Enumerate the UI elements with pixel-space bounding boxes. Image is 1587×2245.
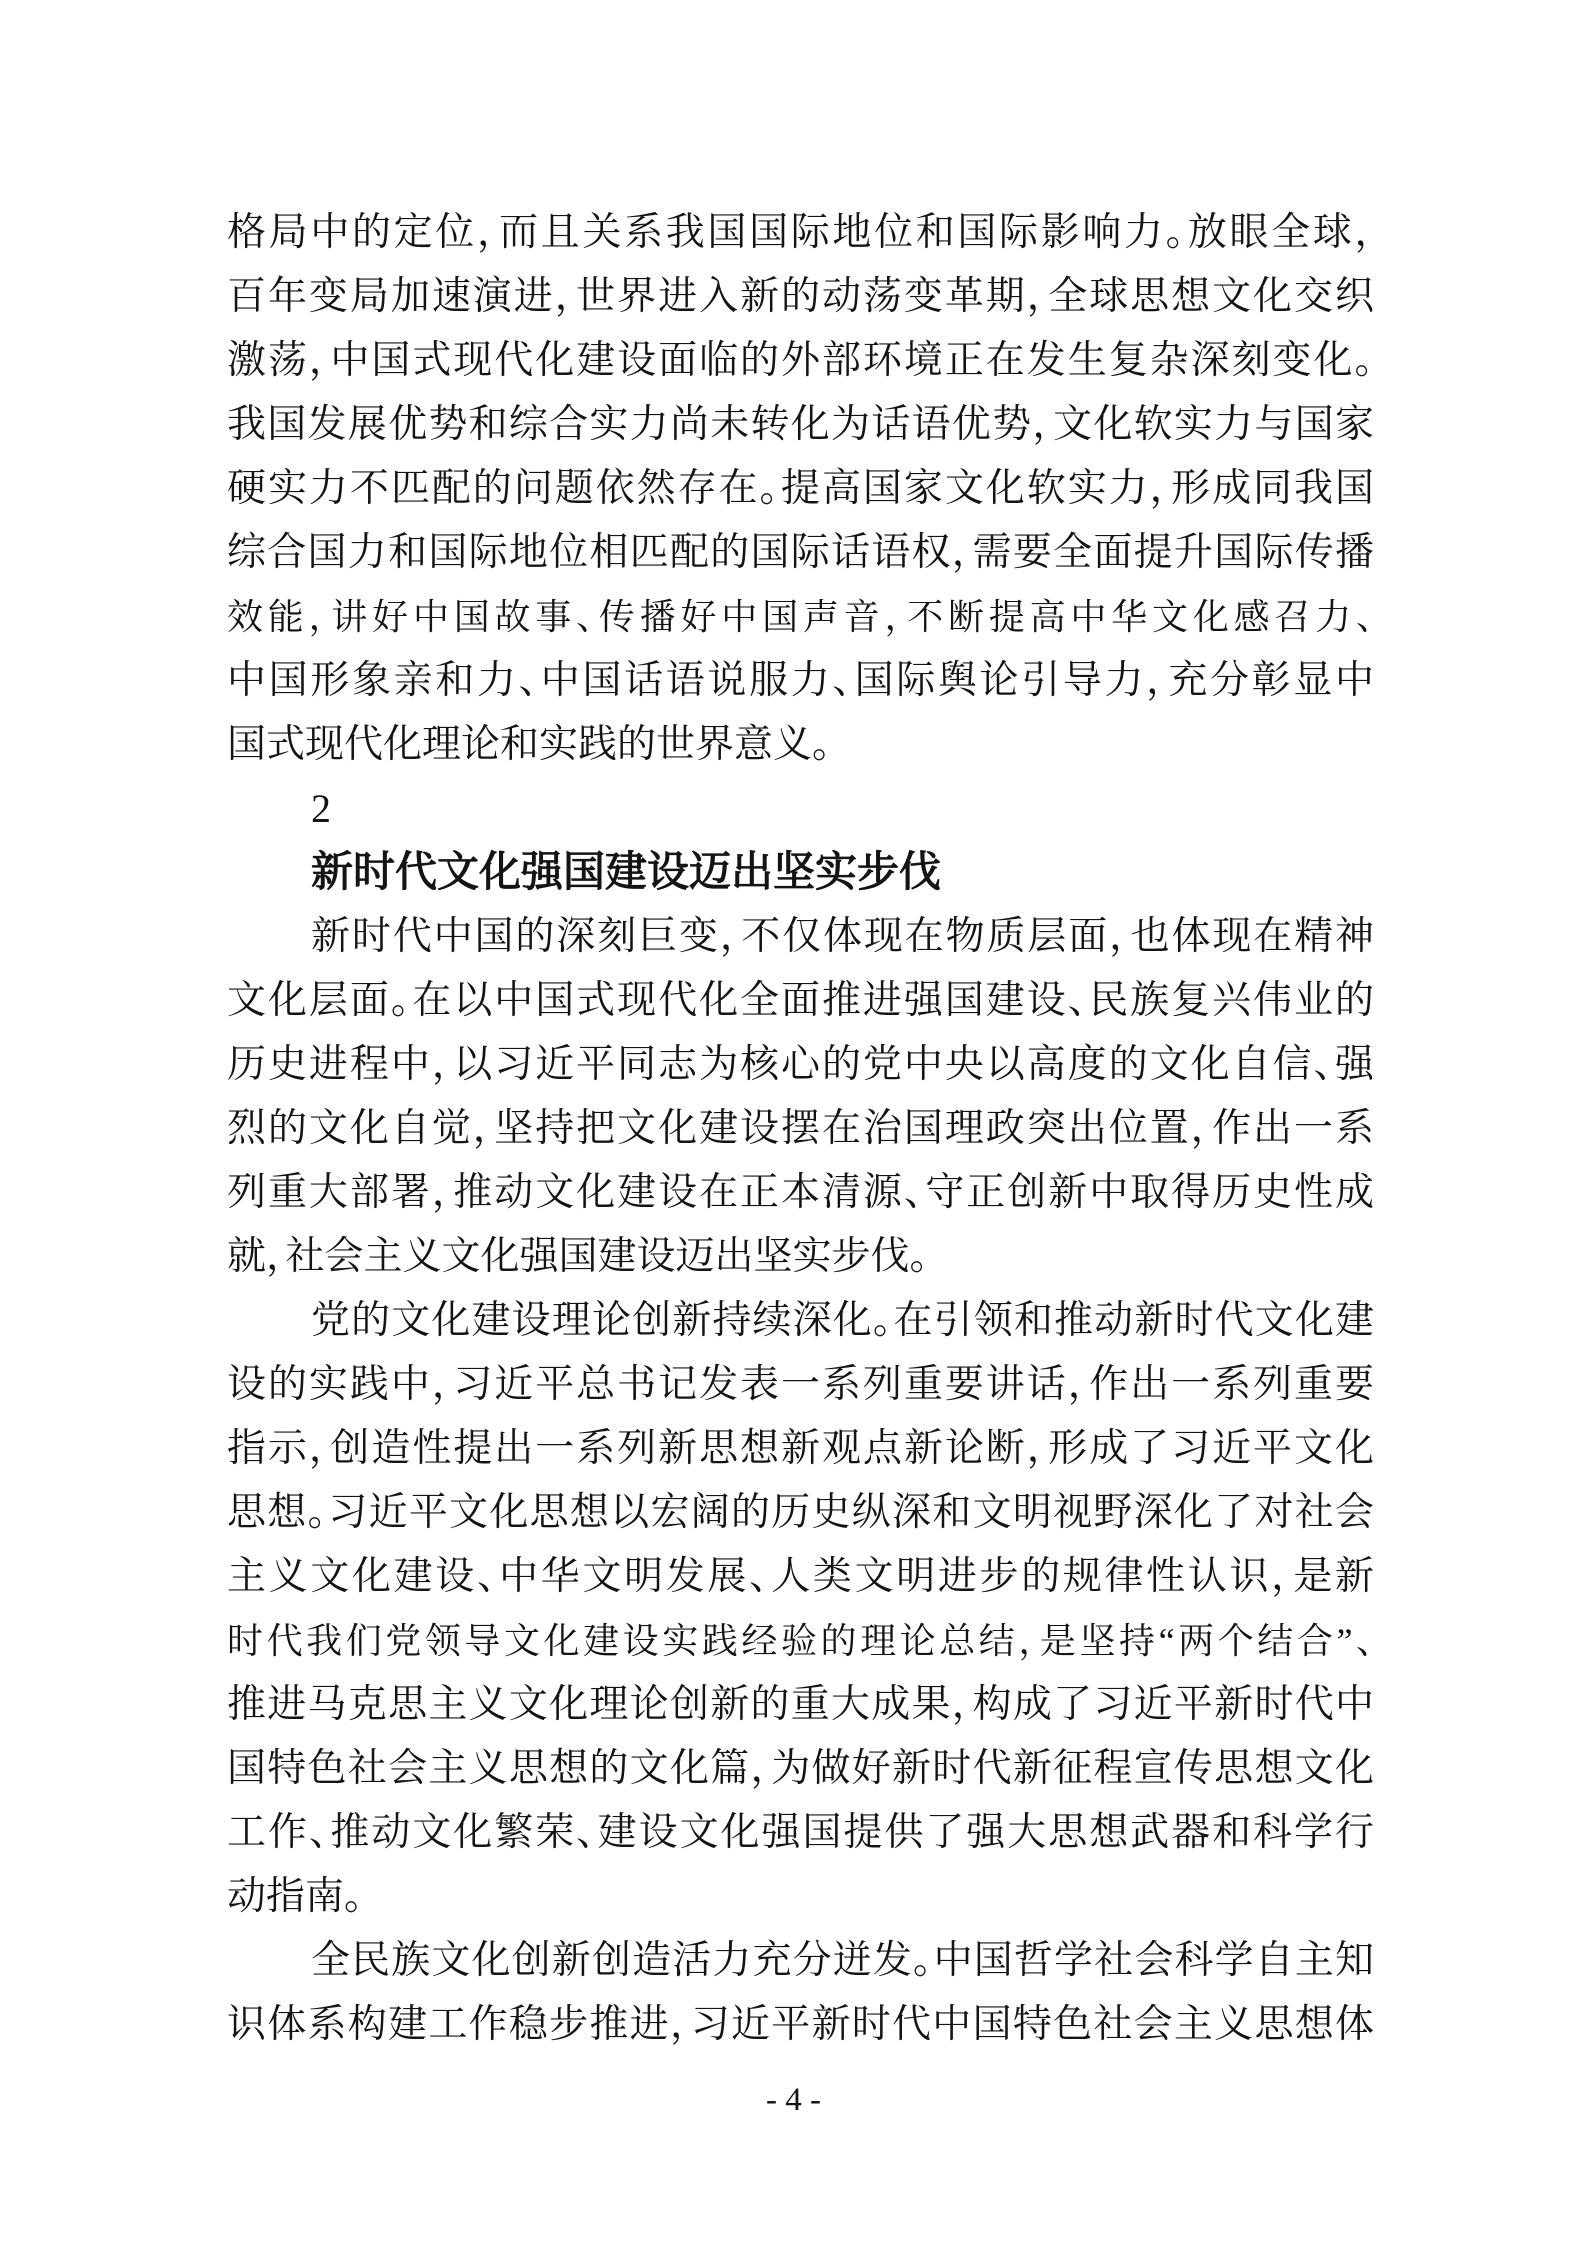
body-text-line: 百年变局加速演进，世界进入新的动荡变革期，全球思想文化交织	[227, 275, 1374, 318]
body-text-line: 时代我们党领导文化建设实践经验的理论总结，是坚持“两个结合”、	[227, 1621, 1374, 1661]
body-text-line: 激荡，中国式现代化建设面临的外部环境正在发生复杂深刻变化。	[227, 339, 1374, 382]
body-text-line: 推进马克思主义文化理论创新的重大成果，构成了习近平新时代中	[227, 1683, 1374, 1726]
body-text-line: 综合国力和国际地位相匹配的国际话语权，需要全面提升国际传播	[227, 531, 1374, 574]
body-text-line: 我国发展优势和综合实力尚未转化为话语优势，文化软实力与国家	[227, 403, 1374, 446]
page-number: - 4 -	[766, 2082, 821, 2118]
body-text-line: 思想。习近平文化思想以宏阔的历史纵深和文明视野深化了对社会	[227, 1491, 1374, 1534]
body-text-line: 工作、推动文化繁荣、建设文化强国提供了强大思想武器和科学行	[227, 1811, 1374, 1854]
body-text-line: 国特色社会主义思想的文化篇，为做好新时代新征程宣传思想文化	[227, 1747, 1374, 1790]
body-text-line: 历史进程中，以习近平同志为核心的党中央以高度的文化自信、强	[227, 1043, 1374, 1086]
body-text-line: 识体系构建工作稳步推进，习近平新时代中国特色社会主义思想体	[227, 2003, 1374, 2046]
body-text-line: 主义文化建设、中华文明发展、人类文明进步的规律性认识，是新	[227, 1555, 1374, 1598]
body-text-line: 格局中的定位，而且关系我国国际地位和国际影响力。放眼全球，	[227, 211, 1374, 254]
body-text-line: 设的实践中，习近平总书记发表一系列重要讲话，作出一系列重要	[227, 1363, 1374, 1406]
body-text-line: 新时代中国的深刻巨变，不仅体现在物质层面，也体现在精神	[311, 915, 1374, 958]
body-text-line: 硬实力不匹配的问题依然存在。提高国家文化软实力，形成同我国	[227, 467, 1374, 510]
body-text-line: 党的文化建设理论创新持续深化。在引领和推动新时代文化建	[311, 1299, 1374, 1342]
body-text-line: 效能，讲好中国故事、传播好中国声音，不断提高中华文化感召力、	[227, 597, 1374, 637]
document-body	[227, 201, 1374, 2057]
body-text-line: 国式现代化理论和实践的世界意义。	[227, 723, 832, 766]
body-text-line: 烈的文化自觉，坚持把文化建设摆在治国理政突出位置，作出一系	[227, 1107, 1374, 1150]
body-text-line: 文化层面。在以中国式现代化全面推进强国建设、民族复兴伟业的	[227, 979, 1374, 1022]
body-text-line: 指示，创造性提出一系列新思想新观点新论断，形成了习近平文化	[227, 1427, 1374, 1470]
section-number: 2	[311, 786, 331, 831]
body-text-line: 动指南。	[227, 1875, 364, 1918]
body-text-line: 列重大部署，推动文化建设在正本清源、守正创新中取得历史性成	[227, 1171, 1374, 1214]
section-heading: 新时代文化强国建设迈出坚实步伐	[311, 850, 942, 896]
body-text-line: 全民族文化创新创造活力充分迸发。中国哲学社会科学自主知	[311, 1939, 1374, 1982]
body-text-line: 中国形象亲和力、中国话语说服力、国际舆论引导力，充分彰显中	[227, 659, 1374, 702]
body-text-line: 就，社会主义文化强国建设迈出坚实步伐。	[227, 1235, 930, 1278]
